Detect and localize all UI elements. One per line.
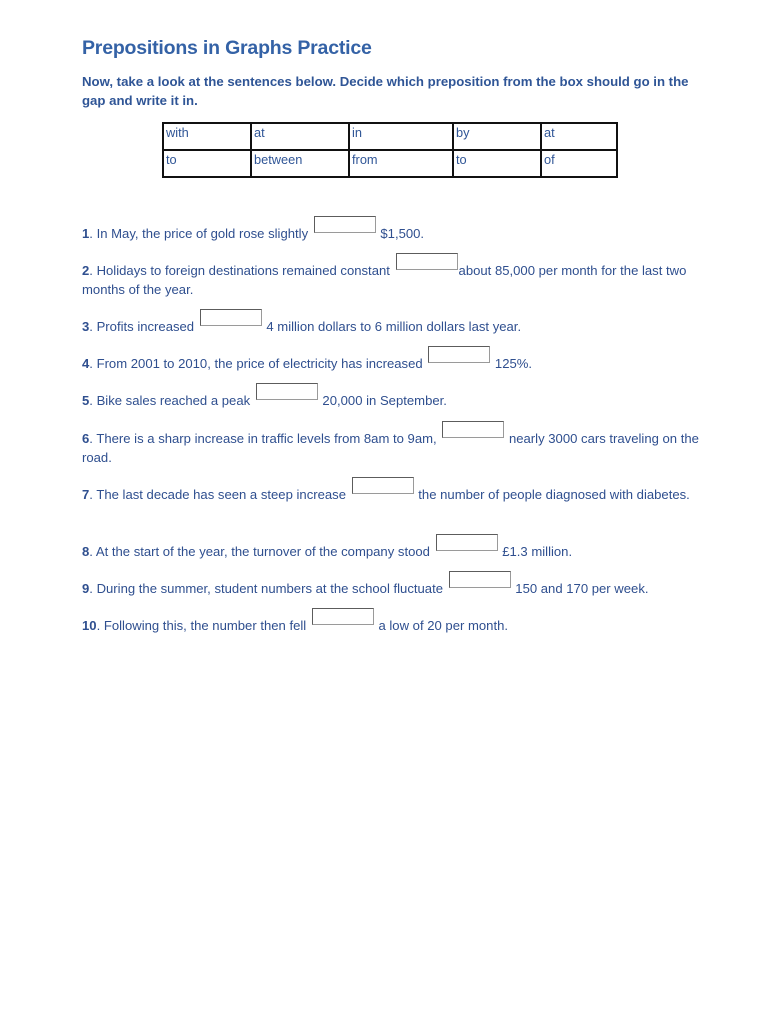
answer-gap-6[interactable] (442, 421, 504, 438)
preposition-cell: at (251, 123, 349, 150)
answer-gap-9[interactable] (449, 571, 511, 588)
preposition-cell: to (163, 150, 251, 177)
preposition-row (163, 150, 617, 177)
preposition-cell: with (163, 123, 251, 150)
question-text-before: . Following this, the number then fell (96, 618, 310, 633)
preposition-cell: by (453, 123, 541, 150)
answer-gap-1[interactable] (314, 216, 376, 233)
answer-gap-7[interactable] (352, 477, 414, 494)
answer-gap-8[interactable] (436, 534, 498, 551)
page-title: Prepositions in Graphs Practice (82, 37, 372, 59)
question-text-before: . Bike sales reached a peak (89, 393, 254, 408)
preposition-cell: at (541, 123, 617, 150)
question-7 (82, 477, 690, 504)
question-number: 1 (82, 226, 90, 241)
preposition-cell: in (349, 123, 453, 150)
question-text-after: 125%. (491, 356, 533, 371)
question-10 (82, 608, 508, 635)
answer-gap-4[interactable] (428, 346, 490, 363)
question-text-after: the number of people diagnosed with diabetes. (414, 487, 690, 502)
preposition-cell: to (453, 150, 541, 177)
answer-gap-5[interactable] (256, 383, 318, 400)
worksheet-page (82, 36, 702, 633)
question-text-before: . In May, the price of gold rose slightly (89, 226, 312, 241)
question-number: 7 (82, 487, 90, 502)
question-3 (82, 309, 521, 336)
answer-gap-3[interactable] (200, 309, 262, 326)
preposition-row (163, 123, 617, 150)
question-text-after: about 85,000 per month for the last two months of the year. (82, 263, 687, 297)
question-1 (82, 216, 424, 243)
question-4 (82, 346, 532, 373)
preposition-cell: of (541, 150, 617, 177)
question-number: 2 (82, 263, 90, 278)
question-number: 8 (82, 544, 90, 559)
question-text-after: £1.3 million. (498, 544, 573, 559)
answer-gap-10[interactable] (312, 608, 374, 625)
instructions: Now, take a look at the sentences below. Decide which preposition from the box should go in the gap and write it in. (82, 74, 689, 108)
question-text-after: nearly 3000 cars traveling on the road. (82, 431, 699, 465)
preposition-box (162, 122, 618, 178)
question-text-after: 150 and 170 per week. (511, 581, 649, 596)
question-text-before: . Holidays to foreign destinations remained constant (89, 263, 394, 278)
question-number: 6 (82, 431, 90, 446)
question-2 (82, 253, 702, 299)
question-text-after: 20,000 in September. (318, 393, 447, 408)
question-number: 10 (82, 618, 97, 633)
question-number: 5 (82, 393, 90, 408)
preposition-cell: between (251, 150, 349, 177)
question-8 (82, 534, 572, 561)
question-6 (82, 421, 702, 467)
question-9 (82, 571, 649, 598)
question-text-before: . There is a sharp increase in traffic levels from 8am to 9am, (89, 431, 441, 446)
question-text-before: . Profits increased (89, 319, 198, 334)
question-text-before: . From 2001 to 2010, the price of electricity has increased (89, 356, 427, 371)
question-5 (82, 383, 447, 410)
question-number: 3 (82, 319, 90, 334)
question-text-before: . During the summer, student numbers at the school fluctuate (89, 581, 447, 596)
question-number: 9 (82, 581, 90, 596)
question-text-before: . At the start of the year, the turnover of the company stood (89, 544, 434, 559)
question-number: 4 (82, 356, 90, 371)
question-text-after: 4 million dollars to 6 million dollars last year. (262, 319, 522, 334)
answer-gap-2[interactable] (396, 253, 458, 270)
question-text-before: . The last decade has seen a steep increase (89, 487, 350, 502)
question-text-after: a low of 20 per month. (374, 618, 509, 633)
preposition-cell: from (349, 150, 453, 177)
question-text-after: $1,500. (376, 226, 425, 241)
